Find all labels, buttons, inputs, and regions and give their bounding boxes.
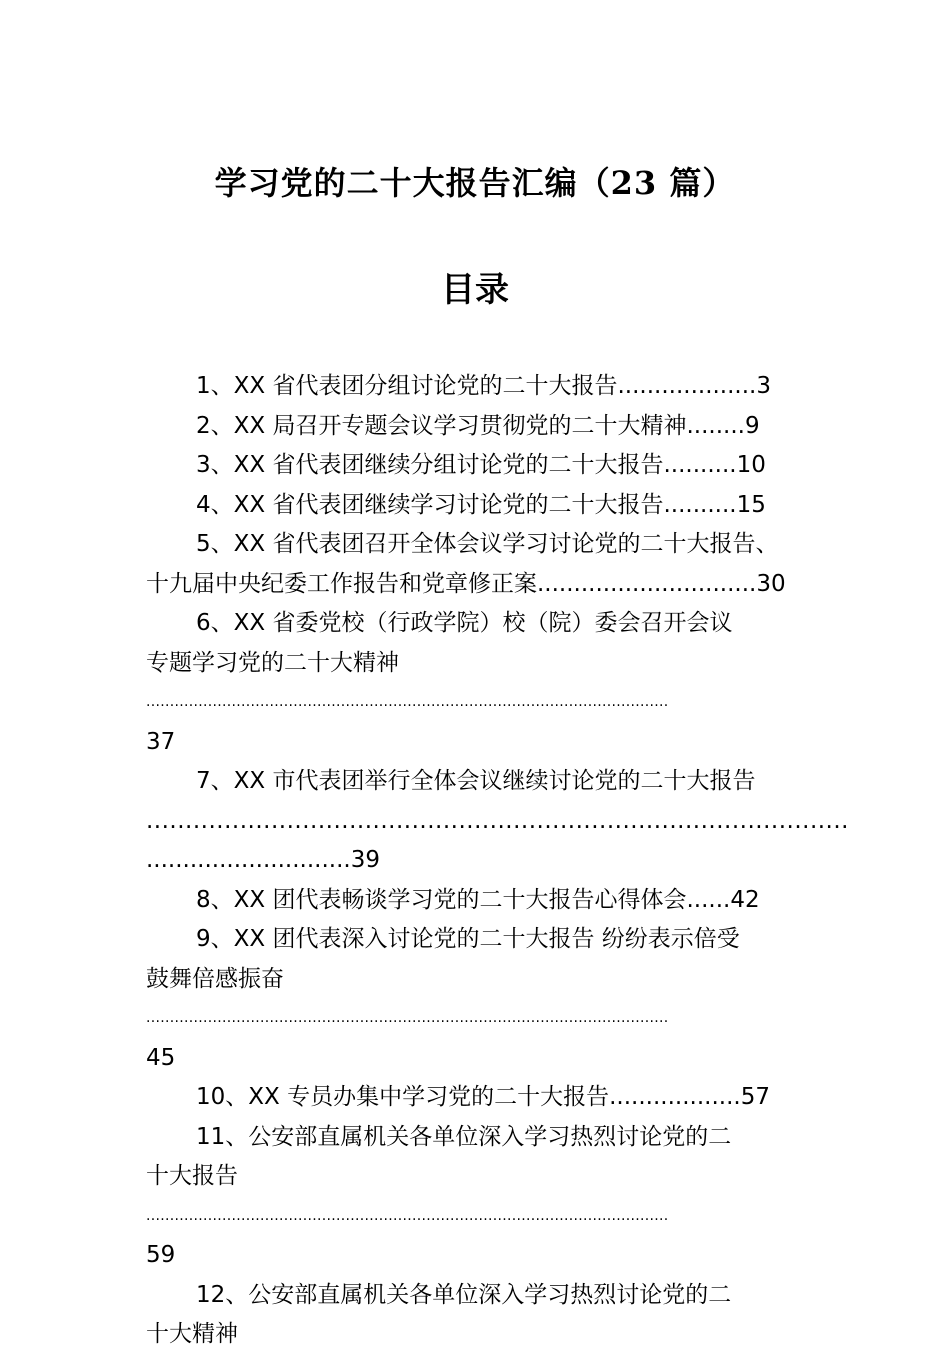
toc-entry-7-leader: ..........................................................................................: [146, 807, 849, 834]
toc-entry-9-leader: ..............................................................................................................: [146, 1010, 669, 1026]
toc-heading: 目录: [441, 270, 509, 310]
toc-entry-2[interactable]: 2、XX 局召开专题会议学习贯彻党的二十大精神........9: [196, 412, 760, 439]
toc-entry-10[interactable]: 10、XX 专员办集中学习党的二十大报告..................57: [196, 1084, 770, 1110]
toc-entry-12-line-2[interactable]: 十大精神: [146, 1321, 238, 1347]
toc-entry-11-leader: ..............................................................................................................: [146, 1207, 669, 1224]
toc-entry-9-line-2[interactable]: 鼓舞倍感振奋: [146, 965, 284, 992]
toc-entry-6-line-2[interactable]: 专题学习党的二十大精神: [146, 649, 399, 676]
toc-entry-5-line-2[interactable]: 十九届中央纪委工作报告和党章修正案..............................30: [146, 570, 786, 597]
toc-entry-6-leader: ..............................................................................................................: [146, 694, 669, 710]
toc-entry-7-page[interactable]: ............................39: [146, 847, 380, 873]
toc-entry-11-line-2[interactable]: 十大报告: [146, 1163, 238, 1189]
toc-entry-12-line-1[interactable]: 12、公安部直属机关各单位深入学习热烈讨论党的二: [196, 1281, 732, 1308]
toc-entry-4[interactable]: 4、XX 省代表团继续学习讨论党的二十大报告..........15: [196, 491, 766, 518]
toc-entry-9-line-1[interactable]: 9、XX 团代表深入讨论党的二十大报告 纷纷表示倍受: [196, 926, 740, 952]
toc-entry-1[interactable]: 1、XX 省代表团分组讨论党的二十大报告...................3: [196, 373, 771, 399]
toc-entry-7-line-1[interactable]: 7、XX 市代表团举行全体会议继续讨论党的二十大报告: [196, 768, 756, 794]
toc-entry-6-line-1[interactable]: 6、XX 省委党校（行政学院）校（院）委会召开会议: [196, 610, 733, 636]
document-title: 学习党的二十大报告汇编（23 篇）: [214, 164, 736, 202]
toc-entry-3[interactable]: 3、XX 省代表团继续分组讨论党的二十大报告..........10: [196, 452, 766, 478]
toc-entry-11-page[interactable]: 59: [146, 1242, 176, 1268]
table-of-contents: [146, 367, 849, 1355]
toc-entry-8[interactable]: 8、XX 团代表畅谈学习党的二十大报告心得体会......42: [196, 886, 760, 913]
toc-entry-11-line-1[interactable]: 11、公安部直属机关各单位深入学习热烈讨论党的二: [196, 1123, 732, 1150]
toc-entry-9-page[interactable]: 45: [146, 1044, 176, 1071]
toc-entry-5-line-1[interactable]: 5、XX 省代表团召开全体会议学习讨论党的二十大报告、: [196, 531, 779, 557]
toc-entry-6-page[interactable]: 37: [146, 728, 176, 755]
